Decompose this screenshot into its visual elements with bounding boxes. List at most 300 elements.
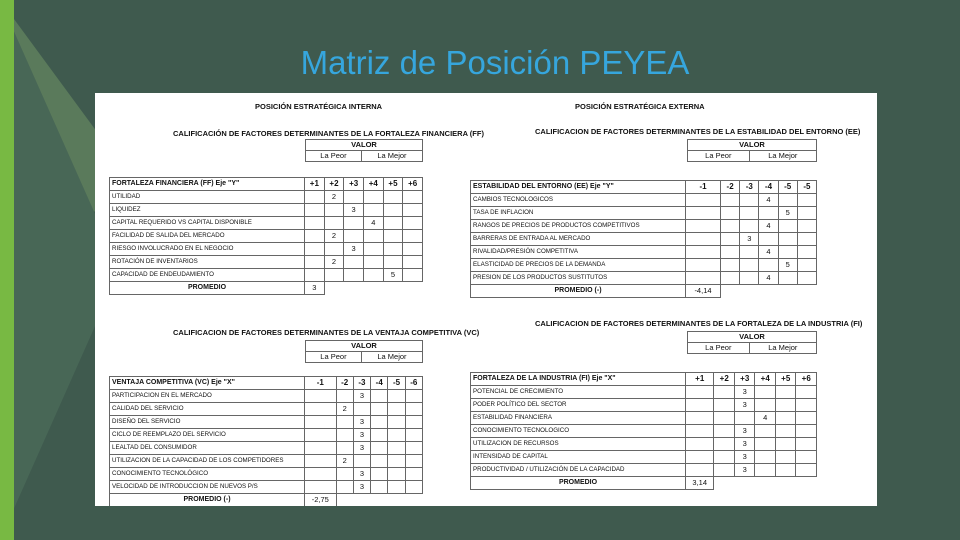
table-row	[110, 269, 423, 282]
factor-label: RANGOS DE PRECIOS DE PRODUCTOS COMPETITIVOS	[471, 220, 686, 233]
factor-label: PRESION DE LOS PRODUCTOS SUSTITUTOS	[471, 272, 686, 285]
table-row	[110, 256, 423, 269]
empty-cell	[353, 403, 370, 416]
fi-scale-5: +5	[775, 373, 796, 386]
ff-scale-4: +4	[363, 178, 383, 191]
factor-value: 4	[759, 272, 778, 285]
empty-cell	[388, 416, 405, 429]
empty-cell	[775, 425, 796, 438]
external-position-heading: POSICIÓN ESTRATÉGICA EXTERNA	[575, 102, 705, 111]
empty-cell	[403, 204, 423, 217]
factor-label: CONOCIMIENTO TECNOLOGICO	[471, 425, 686, 438]
empty-cell	[305, 416, 337, 429]
factor-value: 3	[734, 464, 755, 477]
table-row	[471, 207, 817, 220]
empty-cell	[759, 259, 778, 272]
factor-label: ELASTICIDAD DE PRECIOS DE LA DEMANDA	[471, 259, 686, 272]
empty-cell	[721, 272, 740, 285]
factor-value: 3	[734, 438, 755, 451]
factor-value: 4	[759, 220, 778, 233]
empty-cell	[755, 399, 776, 412]
factor-label: DISEÑO DEL SERVICIO	[110, 416, 305, 429]
empty-cell	[403, 243, 423, 256]
empty-cell	[796, 399, 817, 412]
empty-cell	[383, 204, 403, 217]
empty-cell	[405, 481, 422, 494]
table-row	[110, 191, 423, 204]
average-row	[471, 477, 817, 490]
empty-cell	[714, 451, 735, 464]
empty-cell	[305, 455, 337, 468]
empty-cell	[775, 451, 796, 464]
empty-cell	[740, 246, 759, 259]
ee-mejor: La Mejor	[749, 151, 816, 162]
table-row	[110, 243, 423, 256]
empty-cell	[405, 390, 422, 403]
fi-valor-box	[687, 331, 817, 354]
empty-cell	[305, 468, 337, 481]
blank-cell	[740, 285, 759, 298]
factor-value: 2	[324, 191, 344, 204]
factor-value: 4	[363, 217, 383, 230]
blank-cell	[388, 494, 405, 507]
peyea-worksheet	[95, 93, 877, 506]
empty-cell	[305, 256, 325, 269]
factor-value: 3	[353, 429, 370, 442]
empty-cell	[344, 217, 364, 230]
empty-cell	[755, 464, 776, 477]
empty-cell	[796, 386, 817, 399]
empty-cell	[734, 412, 755, 425]
empty-cell	[797, 246, 816, 259]
fi-scale-3: +3	[734, 373, 755, 386]
empty-cell	[336, 429, 353, 442]
empty-cell	[686, 259, 721, 272]
empty-cell	[686, 220, 721, 233]
factor-label: CAMBIOS TECNOLOGICOS	[471, 194, 686, 207]
empty-cell	[344, 256, 364, 269]
ee-peor: La Peor	[688, 151, 750, 162]
empty-cell	[755, 386, 776, 399]
table-row	[110, 442, 423, 455]
factor-label: ESTABILIDAD FINANCIERA	[471, 412, 686, 425]
empty-cell	[388, 455, 405, 468]
empty-cell	[686, 425, 714, 438]
page-title: Matriz de Posición PEYEA	[300, 44, 690, 81]
empty-cell	[403, 217, 423, 230]
empty-cell	[775, 412, 796, 425]
empty-cell	[714, 399, 735, 412]
empty-cell	[383, 256, 403, 269]
empty-cell	[403, 269, 423, 282]
empty-cell	[305, 230, 325, 243]
factor-label: CICLO DE REEMPLAZO DEL SERVICIO	[110, 429, 305, 442]
empty-cell	[344, 191, 364, 204]
empty-cell	[405, 455, 422, 468]
blank-cell	[734, 477, 755, 490]
empty-cell	[403, 230, 423, 243]
empty-cell	[388, 468, 405, 481]
ff-valor-box	[305, 139, 423, 162]
fi-mejor: La Mejor	[749, 343, 816, 354]
empty-cell	[686, 412, 714, 425]
empty-cell	[796, 412, 817, 425]
empty-cell	[336, 481, 353, 494]
empty-cell	[796, 425, 817, 438]
empty-cell	[371, 390, 388, 403]
fi-average-label: PROMEDIO	[471, 477, 686, 490]
empty-cell	[405, 429, 422, 442]
empty-cell	[363, 269, 383, 282]
empty-cell	[686, 464, 714, 477]
factor-label: PRODUCTIVIDAD / UTILIZACIÓN DE LA CAPACIDAD	[471, 464, 686, 477]
empty-cell	[405, 468, 422, 481]
table-row	[471, 233, 817, 246]
factor-value: 3	[353, 390, 370, 403]
ff-valor: VALOR	[306, 140, 423, 151]
vc-average-value: -2,75	[305, 494, 337, 507]
factor-label: UTILIDAD	[110, 191, 305, 204]
vc-scale-2: -2	[336, 377, 353, 390]
empty-cell	[371, 481, 388, 494]
ee-scale-5: -5	[778, 181, 797, 194]
empty-cell	[714, 412, 735, 425]
empty-cell	[740, 207, 759, 220]
ee-scale-3: -3	[740, 181, 759, 194]
empty-cell	[305, 191, 325, 204]
blank-cell	[405, 494, 422, 507]
factor-value: 5	[778, 259, 797, 272]
empty-cell	[797, 194, 816, 207]
empty-cell	[383, 230, 403, 243]
empty-cell	[775, 438, 796, 451]
empty-cell	[405, 442, 422, 455]
empty-cell	[778, 272, 797, 285]
empty-cell	[371, 442, 388, 455]
ee-column-header: ESTABILIDAD DEL ENTORNO (EE) Eje "Y"	[471, 181, 686, 194]
empty-cell	[797, 272, 816, 285]
blank-cell	[353, 494, 370, 507]
empty-cell	[755, 451, 776, 464]
blank-cell	[383, 282, 403, 295]
ee-scale-1: -1	[686, 181, 721, 194]
empty-cell	[686, 207, 721, 220]
blank-cell	[796, 477, 817, 490]
factor-label: CONOCIMIENTO TECNOLÓGICO	[110, 468, 305, 481]
empty-cell	[775, 386, 796, 399]
blank-cell	[755, 477, 776, 490]
ff-scale-3: +3	[344, 178, 364, 191]
factor-value: 4	[755, 412, 776, 425]
vc-column-header: VENTAJA COMPETITIVA (VC) Eje "X"	[110, 377, 305, 390]
table-row	[110, 416, 423, 429]
empty-cell	[405, 403, 422, 416]
empty-cell	[686, 194, 721, 207]
factor-label: CALIDAD DEL SERVICIO	[110, 403, 305, 416]
empty-cell	[721, 220, 740, 233]
fi-column-header: FORTALEZA DE LA INDUSTRIA (FI) Eje "X"	[471, 373, 686, 386]
table-row	[471, 220, 817, 233]
ff-heading: CALIFICACIÓN DE FACTORES DETERMINANTES DE LA FORTALEZA FINANCIERA (FF)	[173, 129, 484, 138]
factor-label: VELOCIDAD DE INTRODUCCION DE NUEVOS P/S	[110, 481, 305, 494]
blank-cell	[344, 282, 364, 295]
factor-value: 3	[353, 416, 370, 429]
empty-cell	[388, 429, 405, 442]
empty-cell	[686, 438, 714, 451]
table-row	[471, 464, 817, 477]
fi-valor: VALOR	[688, 332, 817, 343]
vc-table	[109, 376, 423, 506]
empty-cell	[383, 243, 403, 256]
internal-position-heading: POSICIÓN ESTRATÉGICA INTERNA	[255, 102, 383, 111]
table-row	[471, 399, 817, 412]
table-row	[110, 230, 423, 243]
empty-cell	[336, 390, 353, 403]
empty-cell	[353, 455, 370, 468]
table-row	[471, 272, 817, 285]
empty-cell	[324, 204, 344, 217]
factor-value: 2	[336, 403, 353, 416]
ee-scale-4: -4	[759, 181, 778, 194]
ff-average-label: PROMEDIO	[110, 282, 305, 295]
table-row	[110, 468, 423, 481]
vc-peor: La Peor	[306, 352, 362, 363]
empty-cell	[305, 429, 337, 442]
factor-value: 4	[759, 194, 778, 207]
empty-cell	[778, 220, 797, 233]
table-row	[471, 438, 817, 451]
empty-cell	[324, 217, 344, 230]
ee-table	[470, 180, 817, 298]
fi-heading: CALIFICACION DE FACTORES DETERMINANTES DE LA FORTALEZA DE LA INDUSTRIA (FI)	[535, 319, 863, 328]
empty-cell	[755, 425, 776, 438]
empty-cell	[796, 451, 817, 464]
factor-label: PARTICIPACION EN EL MERCADO	[110, 390, 305, 403]
table-row	[110, 204, 423, 217]
fi-scale-6: +6	[796, 373, 817, 386]
fi-average-value: 3,14	[686, 477, 714, 490]
factor-value: 3	[353, 481, 370, 494]
empty-cell	[721, 207, 740, 220]
empty-cell	[363, 230, 383, 243]
factor-label: LEALTAD DEL CONSUMIDOR	[110, 442, 305, 455]
blank-cell	[775, 477, 796, 490]
empty-cell	[371, 455, 388, 468]
factor-value: 3	[734, 386, 755, 399]
empty-cell	[363, 243, 383, 256]
empty-cell	[686, 386, 714, 399]
table-row	[110, 390, 423, 403]
empty-cell	[383, 217, 403, 230]
factor-label: CAPITAL REQUERIDO VS CAPITAL DISPONIBLE	[110, 217, 305, 230]
empty-cell	[740, 194, 759, 207]
ee-average-value: -4,14	[686, 285, 721, 298]
factor-value: 3	[353, 442, 370, 455]
blank-cell	[403, 282, 423, 295]
ee-average-label: PROMEDIO (-)	[471, 285, 686, 298]
empty-cell	[714, 386, 735, 399]
empty-cell	[336, 468, 353, 481]
factor-value: 3	[353, 468, 370, 481]
empty-cell	[388, 481, 405, 494]
empty-cell	[714, 425, 735, 438]
empty-cell	[336, 442, 353, 455]
factor-label: FACILIDAD DE SALIDA DEL MERCADO	[110, 230, 305, 243]
factor-value: 3	[740, 233, 759, 246]
empty-cell	[714, 438, 735, 451]
empty-cell	[740, 272, 759, 285]
table-row	[110, 429, 423, 442]
empty-cell	[759, 233, 778, 246]
factor-label: BARRERAS DE ENTRADA AL MERCADO	[471, 233, 686, 246]
empty-cell	[305, 390, 337, 403]
blank-cell	[363, 282, 383, 295]
empty-cell	[778, 233, 797, 246]
ff-scale-1: +1	[305, 178, 325, 191]
fi-scale-1: +1	[686, 373, 714, 386]
empty-cell	[363, 191, 383, 204]
empty-cell	[721, 259, 740, 272]
vc-valor-box	[305, 340, 423, 363]
factor-value: 3	[344, 204, 364, 217]
factor-label: RIVALIDAD/PRESIÓN COMPETITIVA	[471, 246, 686, 259]
blank-cell	[324, 282, 344, 295]
empty-cell	[797, 207, 816, 220]
table-row	[471, 386, 817, 399]
ee-valor-box	[687, 139, 817, 162]
empty-cell	[686, 399, 714, 412]
empty-cell	[344, 269, 364, 282]
blank-cell	[371, 494, 388, 507]
empty-cell	[324, 243, 344, 256]
factor-value: 5	[778, 207, 797, 220]
blank-cell	[721, 285, 740, 298]
blank-cell	[778, 285, 797, 298]
factor-label: POTENCIAL DE CRECIMIENTO	[471, 386, 686, 399]
ee-heading: CALIFICACION DE FACTORES DETERMINANTES DE LA ESTABILIDAD DEL ENTORNO (EE)	[535, 127, 861, 136]
table-row	[110, 403, 423, 416]
table-row	[471, 412, 817, 425]
empty-cell	[305, 217, 325, 230]
empty-cell	[714, 464, 735, 477]
empty-cell	[371, 429, 388, 442]
vc-scale-6: -6	[405, 377, 422, 390]
empty-cell	[305, 269, 325, 282]
empty-cell	[796, 464, 817, 477]
empty-cell	[740, 259, 759, 272]
factor-label: TASA DE INFLACION	[471, 207, 686, 220]
empty-cell	[305, 204, 325, 217]
empty-cell	[686, 272, 721, 285]
empty-cell	[797, 233, 816, 246]
empty-cell	[363, 256, 383, 269]
empty-cell	[388, 403, 405, 416]
empty-cell	[371, 416, 388, 429]
factor-value: 2	[324, 230, 344, 243]
vc-average-label: PROMEDIO (-)	[110, 494, 305, 507]
average-row	[110, 494, 423, 507]
factor-label: LIQUIDEZ	[110, 204, 305, 217]
empty-cell	[721, 246, 740, 259]
factor-value: 3	[734, 425, 755, 438]
factor-value: 5	[383, 269, 403, 282]
average-row	[110, 282, 423, 295]
fi-table	[470, 372, 817, 490]
empty-cell	[305, 403, 337, 416]
table-row	[471, 259, 817, 272]
ff-column-header: FORTALEZA FINANCIERA (FF) Eje "Y"	[110, 178, 305, 191]
ff-peor: La Peor	[306, 151, 362, 162]
empty-cell	[796, 438, 817, 451]
table-row	[471, 246, 817, 259]
empty-cell	[324, 269, 344, 282]
empty-cell	[775, 399, 796, 412]
empty-cell	[305, 481, 337, 494]
table-row	[110, 217, 423, 230]
factor-value: 3	[734, 399, 755, 412]
table-row	[110, 455, 423, 468]
ee-valor: VALOR	[688, 140, 817, 151]
factor-label: ROTACIÓN DE INVENTARIOS	[110, 256, 305, 269]
empty-cell	[686, 246, 721, 259]
vc-scale-5: -5	[388, 377, 405, 390]
blank-cell	[714, 477, 735, 490]
empty-cell	[797, 220, 816, 233]
factor-label: RIESGO INVOLUCRADO EN EL NEGOCIO	[110, 243, 305, 256]
vc-scale-1: -1	[305, 377, 337, 390]
factor-label: INTENSIDAD DE CAPITAL	[471, 451, 686, 464]
factor-value: 2	[336, 455, 353, 468]
ff-average-value: 3	[305, 282, 325, 295]
blank-cell	[759, 285, 778, 298]
empty-cell	[403, 256, 423, 269]
factor-label: CAPACIDAD DE ENDEUDAMIENTO	[110, 269, 305, 282]
vc-heading: CALIFICACION DE FACTORES DETERMINANTES DE LA VENTAJA COMPETITIVA (VC)	[173, 328, 480, 337]
fi-scale-2: +2	[714, 373, 735, 386]
factor-value: 2	[324, 256, 344, 269]
ee-scale-2: -2	[721, 181, 740, 194]
empty-cell	[797, 259, 816, 272]
empty-cell	[403, 191, 423, 204]
empty-cell	[778, 246, 797, 259]
empty-cell	[759, 207, 778, 220]
factor-label: UTILIZACION DE LA CAPACIDAD DE LOS COMPETIDORES	[110, 455, 305, 468]
factor-value: 4	[759, 246, 778, 259]
empty-cell	[305, 442, 337, 455]
blank-cell	[336, 494, 353, 507]
empty-cell	[721, 233, 740, 246]
factor-label: PODER POLÍTICO DEL SECTOR	[471, 399, 686, 412]
vc-scale-4: -4	[371, 377, 388, 390]
empty-cell	[371, 403, 388, 416]
vc-valor: VALOR	[306, 341, 423, 352]
ff-mejor: La Mejor	[361, 151, 422, 162]
vc-mejor: La Mejor	[361, 352, 422, 363]
ff-scale-6: +6	[403, 178, 423, 191]
table-row	[471, 425, 817, 438]
empty-cell	[740, 220, 759, 233]
empty-cell	[721, 194, 740, 207]
empty-cell	[383, 191, 403, 204]
fi-scale-4: +4	[755, 373, 776, 386]
empty-cell	[344, 230, 364, 243]
table-row	[471, 194, 817, 207]
empty-cell	[388, 390, 405, 403]
table-row	[110, 481, 423, 494]
empty-cell	[388, 442, 405, 455]
factor-label: UTILIZACION DE RECURSOS	[471, 438, 686, 451]
ff-table	[109, 177, 423, 295]
